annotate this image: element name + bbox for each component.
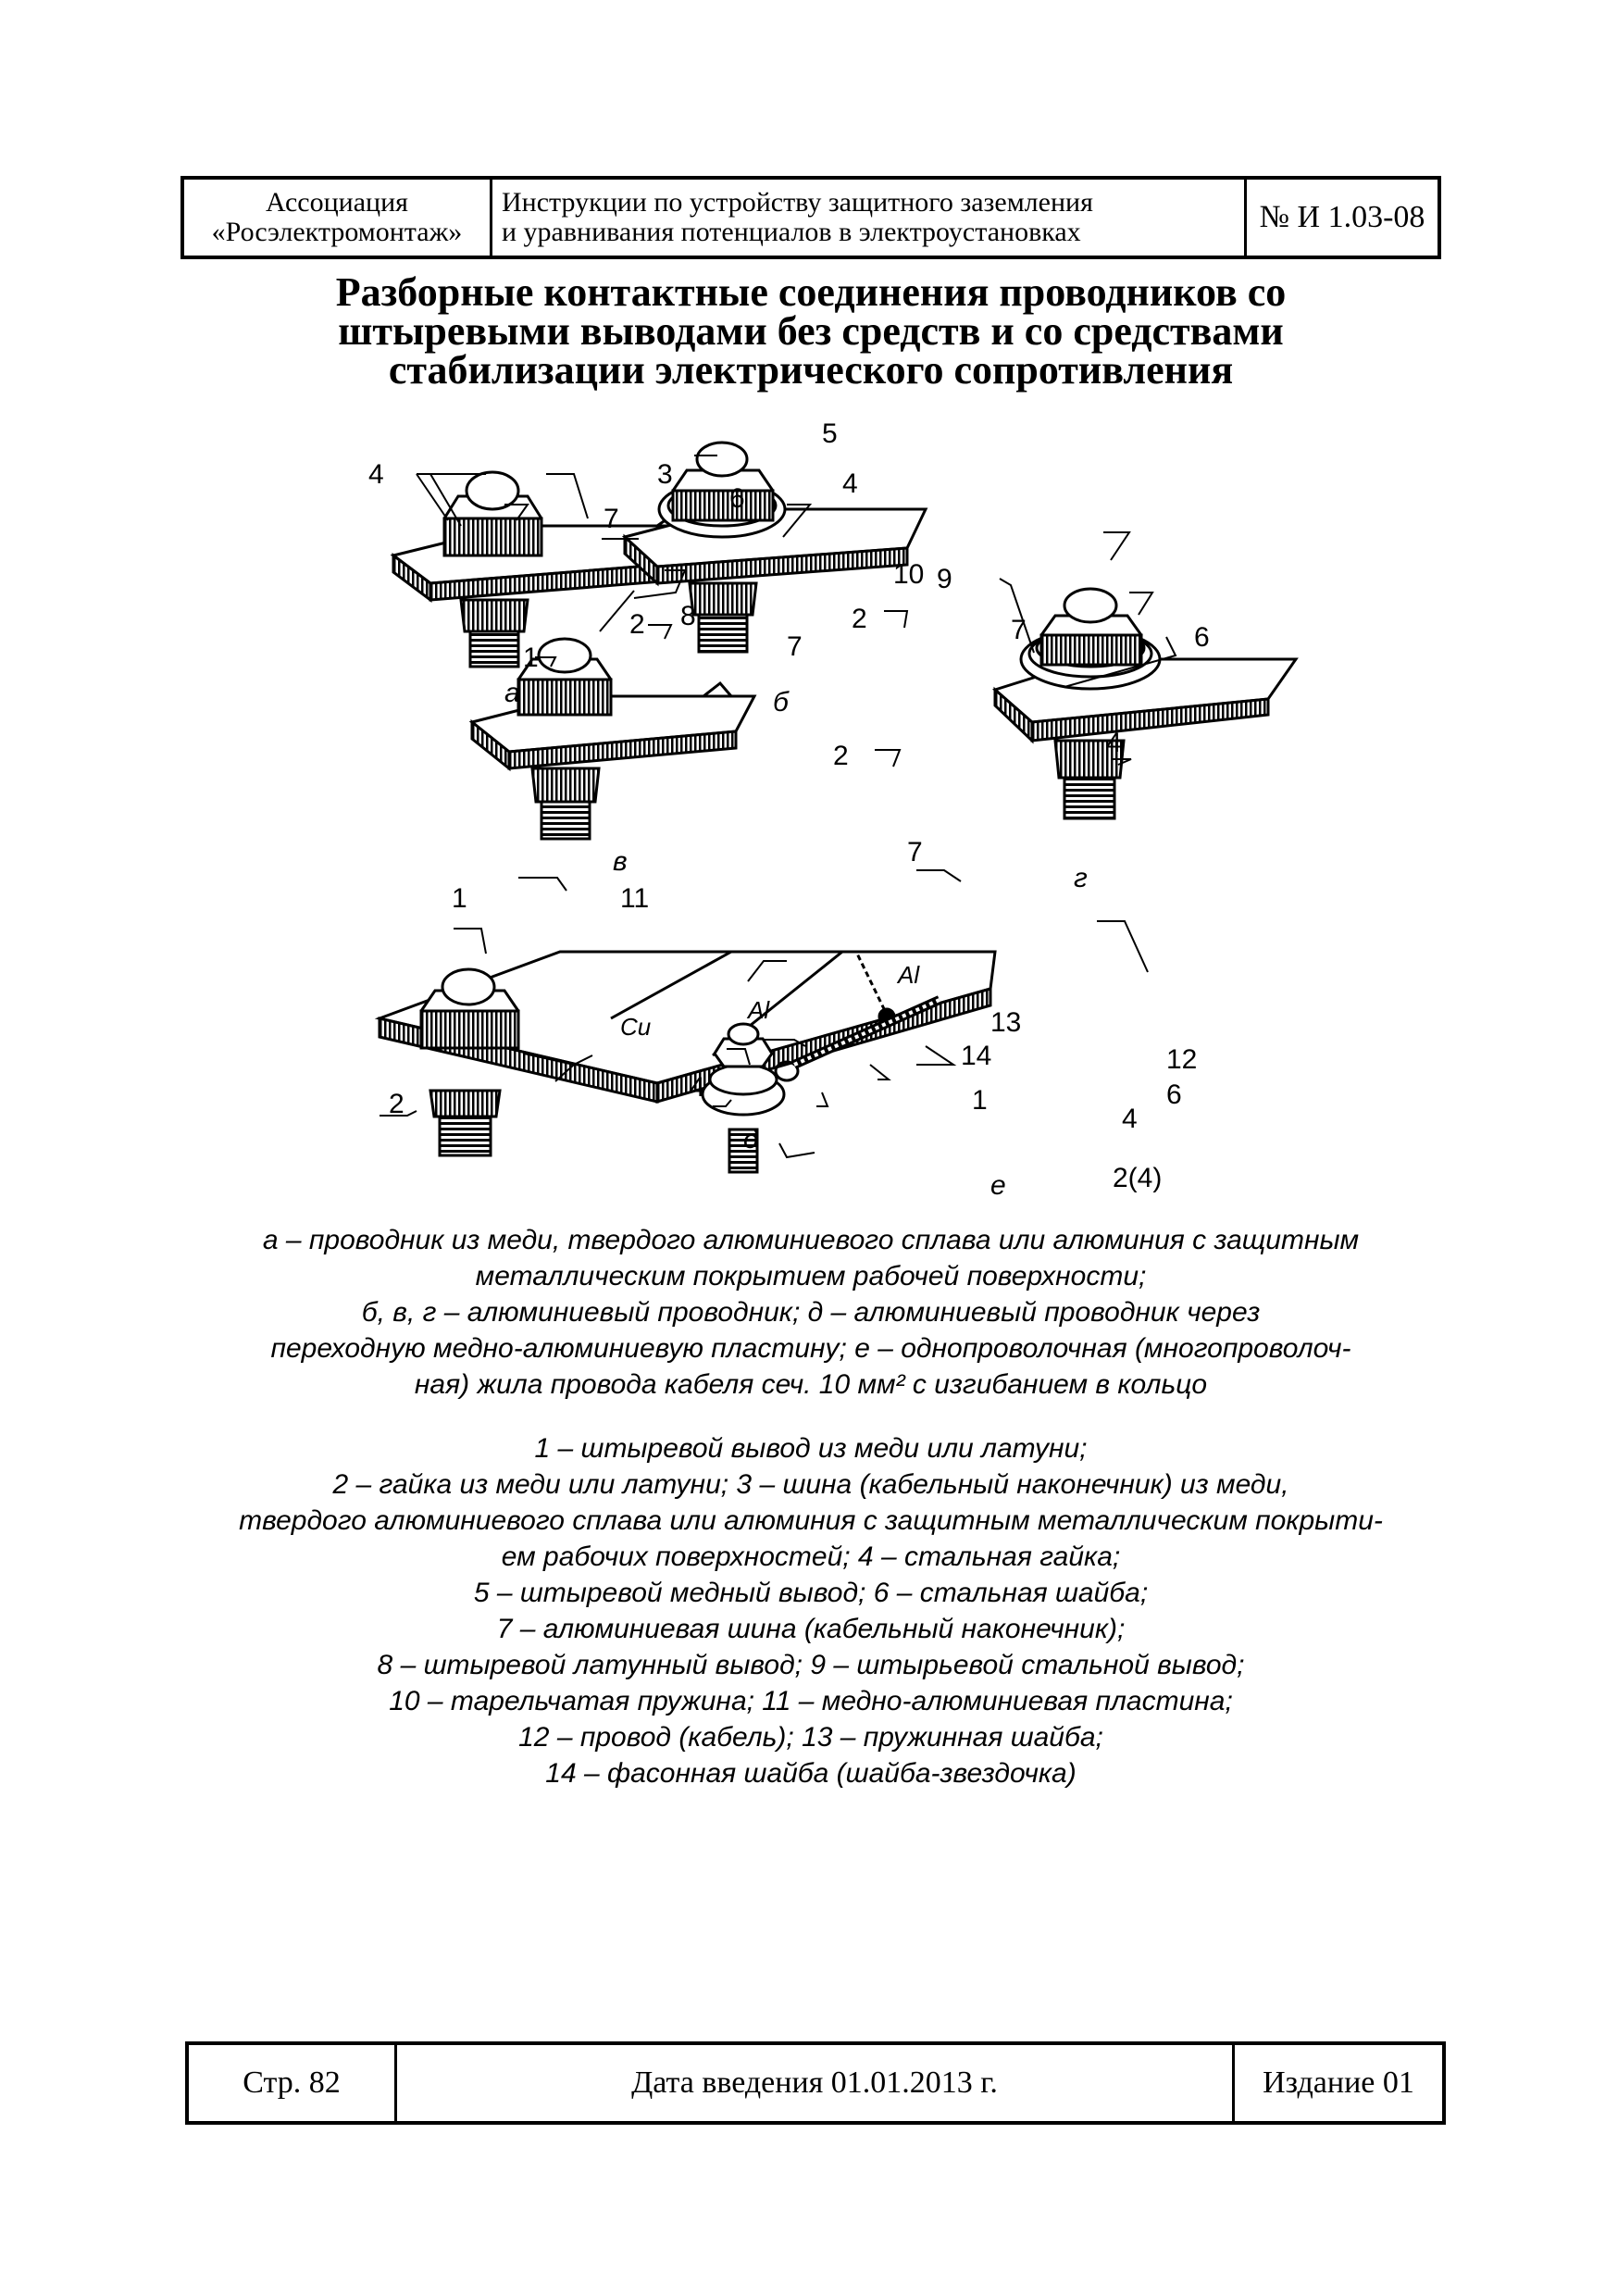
footer-table bbox=[185, 2041, 1446, 2125]
callout-2-4: 2(4) bbox=[1113, 1163, 1163, 1193]
callout-13: 13 bbox=[990, 1007, 1022, 1038]
callout-5: 5 bbox=[822, 418, 838, 449]
doc-number: № И 1.03-08 bbox=[1259, 200, 1425, 234]
legend-line: 10 – тарельчатая пружина; 11 – медно-алюминиевая пластина; bbox=[389, 1686, 1233, 1716]
variant-label-d: д bbox=[743, 1124, 759, 1154]
title-line2: штыревыми выводами без средств и со средствами bbox=[338, 308, 1284, 354]
variant-label-v: в bbox=[613, 846, 628, 877]
caption-line: ная) жила провода кабеля сеч. 10 мм² с изгибанием в кольцо bbox=[414, 1369, 1208, 1400]
caption-line: б, в, г – алюминиевый проводник; д – алюминиевый проводник через bbox=[361, 1297, 1261, 1328]
title-line3: стабилизации электрического сопротивления bbox=[388, 347, 1234, 393]
connections-figure bbox=[352, 417, 1324, 1213]
callout-1: 1 bbox=[972, 1085, 988, 1116]
variant-label-g: г bbox=[1074, 863, 1088, 893]
caption-line: а – проводник из меди, твердого алюминиевого сплава или алюминия с защитным bbox=[262, 1225, 1360, 1255]
callout-7: 7 bbox=[1011, 615, 1027, 645]
page-title bbox=[180, 269, 1441, 393]
callout-4: 4 bbox=[1122, 1104, 1138, 1134]
header-org-cell bbox=[184, 180, 492, 256]
effective-date: Дата введения 01.01.2013 г. bbox=[631, 2065, 998, 2100]
callout-2: 2 bbox=[852, 604, 867, 634]
variant-label-a: а bbox=[504, 678, 520, 708]
assembly-g bbox=[995, 589, 1296, 818]
header-number-cell bbox=[1247, 180, 1438, 256]
caption-line: металлическим покрытием рабочей поверхности; bbox=[475, 1261, 1147, 1292]
callout-9: 9 bbox=[937, 564, 952, 594]
header-doc-cell bbox=[492, 180, 1247, 256]
edition: Издание 01 bbox=[1263, 2065, 1414, 2100]
callout-2: 2 bbox=[629, 609, 645, 640]
callout-10: 10 bbox=[893, 559, 925, 590]
material-al: Al bbox=[898, 961, 920, 989]
callout-14: 14 bbox=[961, 1041, 992, 1071]
doc-title-line1: Инструкции по устройству защитного заземления bbox=[502, 187, 1093, 218]
footer-date-cell bbox=[397, 2045, 1235, 2121]
variant-label-e: е bbox=[990, 1170, 1006, 1201]
legend-line: 5 – штыревой медный вывод; 6 – стальная шайба; bbox=[473, 1578, 1149, 1608]
legend-line: 14 – фасонная шайба (шайба-звездочка) bbox=[545, 1758, 1077, 1789]
callout-4: 4 bbox=[690, 1072, 705, 1103]
material-cu: Cu bbox=[620, 1013, 652, 1041]
org-line2: «Росэлектромонтаж» bbox=[211, 217, 463, 247]
callout-2: 2 bbox=[389, 1089, 404, 1119]
callout-6: 6 bbox=[729, 483, 745, 514]
legend-line: ем рабочих поверхностей; 4 – стальная гайка; bbox=[501, 1541, 1121, 1572]
callout-1: 1 bbox=[452, 883, 467, 914]
page-number: Стр. 82 bbox=[243, 2065, 341, 2100]
callout-6: 6 bbox=[1166, 1079, 1182, 1110]
callout-3: 3 bbox=[657, 459, 673, 490]
legend-line: твердого алюминиевого сплава или алюминия с защитным металлическим покрыти- bbox=[239, 1505, 1383, 1536]
assembly-v bbox=[472, 639, 754, 839]
legend-line: 12 – провод (кабель); 13 – пружинная шайба; bbox=[518, 1722, 1103, 1753]
caption-variants bbox=[180, 1222, 1441, 1403]
callout-7: 7 bbox=[604, 504, 619, 534]
header-table bbox=[180, 176, 1441, 259]
legend-line: 8 – штыревой латунный вывод; 9 – штырьевой стальной вывод; bbox=[377, 1650, 1245, 1680]
variant-label-b: б bbox=[773, 687, 789, 718]
callout-11: 11 bbox=[620, 883, 650, 914]
caption-line: переходную медно-алюминиевую пластину; е – однопроволочная (многопроволоч- bbox=[270, 1333, 1351, 1364]
callout-7: 7 bbox=[907, 837, 923, 867]
callout-7: 7 bbox=[787, 631, 803, 662]
doc-title-line2: и уравнивания потенциалов в электроустановках bbox=[502, 217, 1081, 247]
callout-1: 1 bbox=[523, 643, 539, 673]
org-line1: Ассоциация bbox=[266, 187, 408, 218]
caption-legend bbox=[180, 1430, 1441, 1791]
title-line1: Разборные контактные соединения проводников со bbox=[335, 269, 1287, 315]
callout-4: 4 bbox=[368, 459, 384, 490]
callout-6: 6 bbox=[1194, 622, 1210, 653]
callout-2: 2 bbox=[833, 741, 849, 771]
callout-4: 4 bbox=[842, 468, 858, 499]
footer-edition-cell bbox=[1235, 2045, 1442, 2121]
material-al: Al bbox=[748, 996, 770, 1024]
legend-line: 1 – штыревой вывод из меди или латуни; bbox=[534, 1433, 1088, 1464]
callout-12: 12 bbox=[1166, 1044, 1198, 1075]
callout-4: 4 bbox=[1106, 728, 1122, 758]
legend-line: 7 – алюминиевая шина (кабельный наконечник); bbox=[496, 1614, 1126, 1644]
footer-page-cell bbox=[189, 2045, 397, 2121]
callout-8: 8 bbox=[680, 601, 696, 631]
legend-line: 2 – гайка из меди или латуни; 3 – шина (кабельный наконечник) из меди, bbox=[332, 1469, 1289, 1500]
